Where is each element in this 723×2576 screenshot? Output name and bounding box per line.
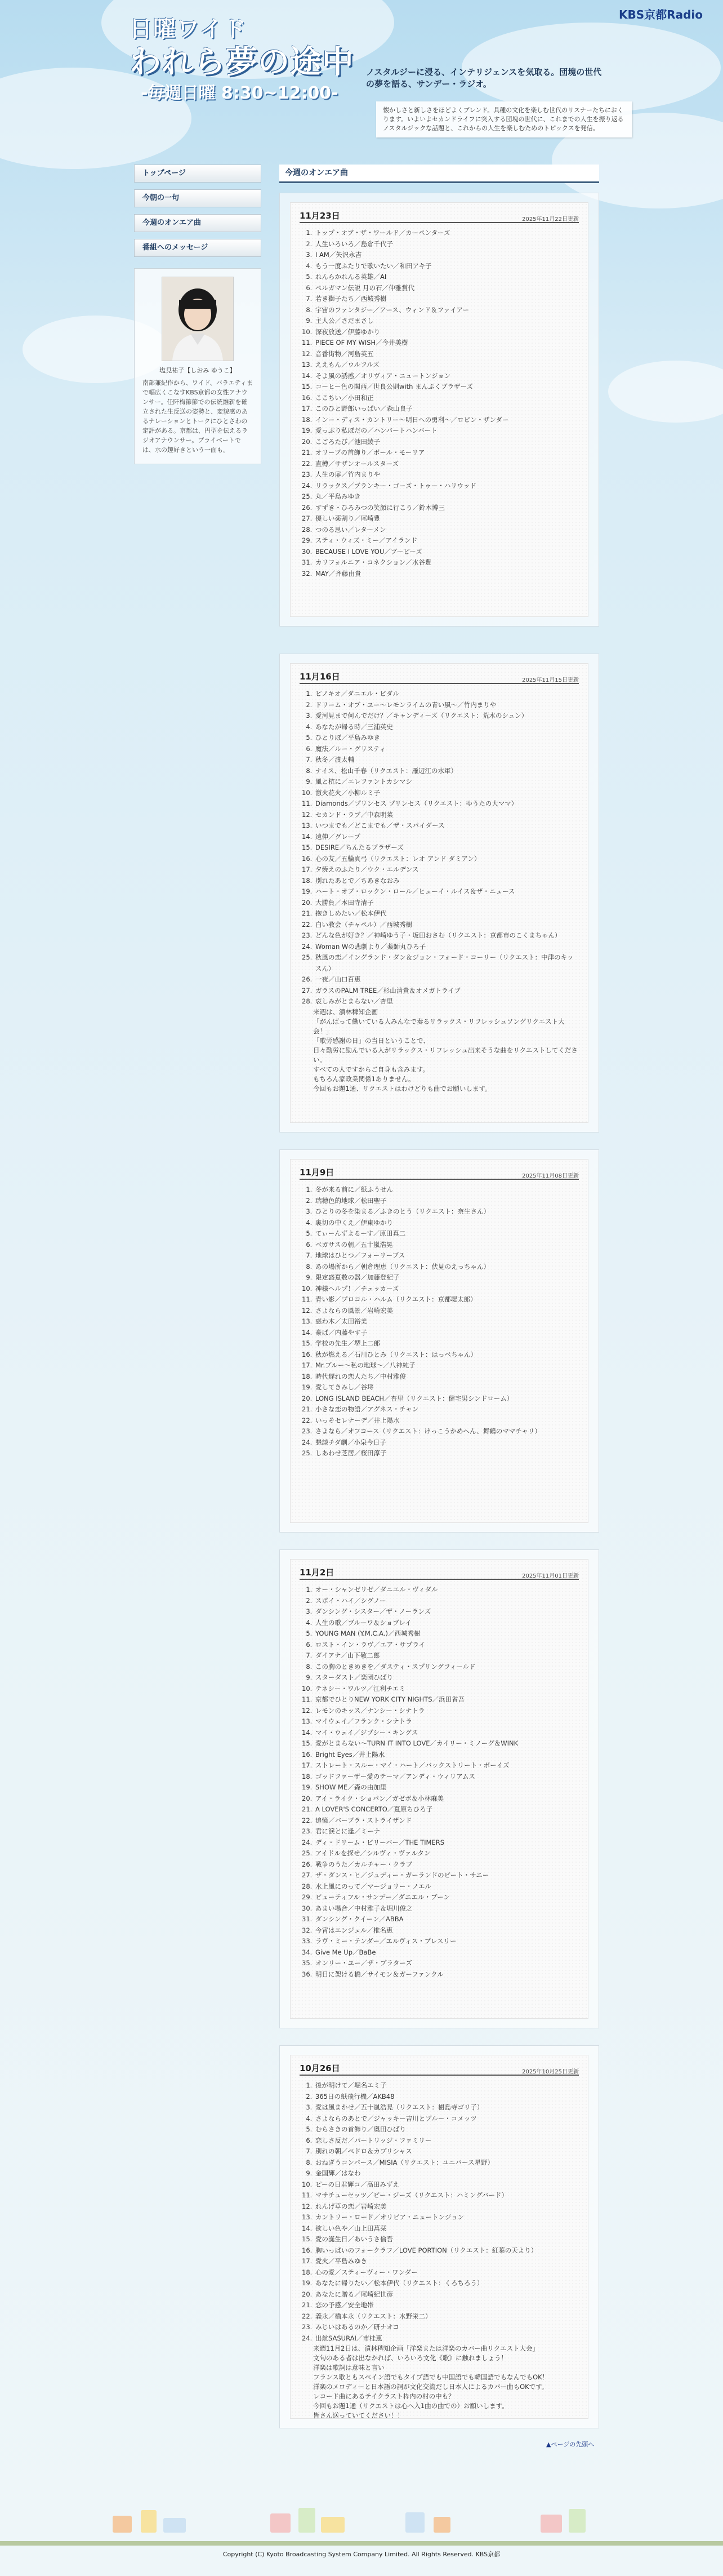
song-item: 1. ピノキオ／ダニエル・ビダル: [314, 689, 579, 700]
song-item: 6. ベガサスの朝／五十嵐浩晃: [314, 1240, 579, 1251]
song-item: 26. 一夜／山口百恵: [314, 974, 579, 985]
host-photo: [162, 277, 234, 361]
song-item: 14. そよ風の誘惑／オリヴィア・ニュートンジョン: [314, 371, 579, 382]
song-item: 14. 遠伸／グレープ: [314, 832, 579, 843]
song-item: 9. 風と杭に／エレファントカシマシ: [314, 776, 579, 788]
song-list: [300, 1184, 579, 1459]
week-section: [279, 193, 599, 627]
song-item: 15. 学校の先生／堺上二郎: [314, 1338, 579, 1349]
song-item: 21. 恋の予感／安全地帯: [314, 2300, 579, 2311]
song-item: 22. いっそセレナーデ／井上陽水: [314, 1415, 579, 1427]
week-note: 来週11月2日は、漬林稗知企画「洋楽または洋楽のカバー曲リクエスト大会」 文句のある者は出なかれば、いろいろ文化《歌》に触れましょう！ 洋楽は歌詞は意味と言い フランス歌ともスペイン語でもタイプ語でも中国語でも韓国語でもなんでもOK！ 洋楽のメロディーと日本語の詞が文化交流だし日本人によるカバー曲もOKです。 レコード曲にあるテイクラスト枠内の村の中も？ 今回もお題1通（リクエストは心へ入1曲の曲での）お願いします。 皆さん送っていてください！！: [313, 2344, 549, 2419]
song-item: 12. レモンのキッス／ナンシー・シナトラ: [314, 1706, 579, 1717]
sidebar: [134, 165, 261, 464]
song-item: 5. ひとりぼ／平島みゆき: [314, 732, 579, 744]
song-item: 12. 音番街物／河島英五: [314, 349, 579, 360]
song-item: 18. 時代遅れの恋人たち／中村雅俊: [314, 1371, 579, 1383]
song-item: 29. ビューティフル・サンデー／ダニエル・ブーン: [314, 1892, 579, 1903]
song-item: 16. 胸いっぱいのフォークラフ／LOVE PORTION（リクエスト：紅葉の天より）: [314, 2245, 579, 2257]
song-item: 22. 直樽／サザンオールスターズ: [314, 459, 579, 470]
song-item: 9. 限定盛夏数の器／加藤登紀子: [314, 1272, 579, 1283]
song-item: 8. あの場所から／朝倉理恵（リクエスト：伏見のえっちゃん）: [314, 1262, 579, 1273]
song-item: 10. ピーの日君輝コ／高田みずえ: [314, 2179, 579, 2191]
song-item: 18. 心の愛／スティーヴィー・ワンダー: [314, 2267, 579, 2279]
song-item: 33. ラヴ・ミー・テンダー／エルヴィス・プレスリー: [314, 1936, 579, 1947]
song-item: 7. 地球はひとつ／フォーリーブス: [314, 1250, 579, 1262]
nav-top-page[interactable]: トップページ: [134, 165, 261, 183]
week-date: 11月9日: [300, 1167, 334, 1178]
logo-line-2: われら夢の途中: [130, 44, 354, 81]
song-item: 6. ペルガマン伝説 月の石／仲雅賞代: [314, 283, 579, 294]
house-illustration: [405, 2512, 425, 2533]
song-item: 27. 優しい薬割り／尾崎豊: [314, 513, 579, 525]
nav-morning-haiku[interactable]: 今朝の一句: [134, 189, 261, 207]
song-item: 28. 哀しみがとまらない／杏里: [314, 996, 579, 1007]
house-illustration: [113, 2516, 132, 2533]
song-item: 3. ダンシング・シスター／ザ・ノーランズ: [314, 1606, 579, 1618]
house-illustration: [163, 2518, 186, 2533]
song-item: 24. リラックス／ブランキー・ゴーズ・トゥー・ハリウッド: [314, 481, 579, 492]
song-item: 7. 秋冬／渡太輔: [314, 754, 579, 766]
copyright: Copyright (C) Kyoto Broadcasting System Company Limited. All Rights Reserved. KBS京都: [222, 2551, 501, 2558]
song-item: 13. 惑わ木／太田裕美: [314, 1316, 579, 1327]
song-item: 11. 京都でひとりNEW YORK CITY NIGHTS／浜田省吾: [314, 1694, 579, 1706]
song-item: 3. I AM／矢沢永吉: [314, 250, 579, 261]
song-item: 30. あまい場合／中村雅子＆堀川俊之: [314, 1903, 579, 1915]
song-item: 36. 明日に架ける橋／サイモン＆ガーファンクル: [314, 1969, 579, 1980]
song-item: 5. れんらかれんる英雄／AI: [314, 272, 579, 283]
song-item: 17. Mr.ブルー〜私の地球〜／八神純子: [314, 1360, 579, 1371]
song-item: 14. 豪ぱ／内藤やす子: [314, 1327, 579, 1339]
house-illustration: [298, 2508, 315, 2533]
song-item: 18. ゴッドファーザー愛のテーマ／アンディ・ウィリアムス: [314, 1771, 579, 1783]
song-item: 4. 裏切の中くえ／伊東ゆかり: [314, 1218, 579, 1229]
song-item: 19. SHOW ME／森の由加里: [314, 1782, 579, 1793]
song-item: 23. どんな色が好き？／神崎ゆう子・坂田おさむ（リクエスト：京都市のこくまちゃん）: [314, 930, 579, 941]
song-item: 25. 丸／平島みゆき: [314, 491, 579, 503]
song-item: 5. むらさきの首飾り／奥田ひばり: [314, 2124, 579, 2135]
song-item: 19. ハート・オブ・ロックン・ロール／ヒューイ・ルイス＆ザ・ニュース: [314, 886, 579, 898]
page-title: 今週のオンエア曲: [279, 165, 599, 183]
tagline: ノスタルジーに浸る、インテリジェンスを気取る。団塊の世代の夢を語る、サンデー・ラジオ。: [366, 67, 602, 89]
nav-onair-songs[interactable]: 今週のオンエア曲: [134, 214, 261, 232]
song-item: 11. Diamonds／プリンセス プリンセス（リクエスト：ゆうたの大ママ）: [314, 798, 579, 810]
song-item: 27. ガラスのPALM TREE／杉山清貴＆オメガトライブ: [314, 985, 579, 997]
song-item: 21. A LOVER'S CONCERTO／夏原ちひろ子: [314, 1804, 579, 1815]
song-item: 22. 白い教会（チャペル）／西城秀樹: [314, 920, 579, 931]
song-item: 2. 人生いろいろ／島倉千代子: [314, 239, 579, 250]
song-item: 15. DESIRE／ちんたるブラザーズ: [314, 842, 579, 854]
song-item: 20. 大勝負／本田寺清子: [314, 898, 579, 909]
song-item: 2. スポイ・ハイ／シグノー: [314, 1596, 579, 1607]
song-item: 4. もう一度ふたりで歌いたい／和田アキ子: [314, 261, 579, 272]
song-item: 17. 夕焼えのふたり／ウク・エルデンス: [314, 864, 579, 876]
footer-ground: [0, 2541, 723, 2546]
song-item: 16. ここちい／小田和正: [314, 393, 579, 404]
week-date: 11月16日: [300, 672, 340, 682]
song-item: 27. ザ・ダンス・ヒ／ジュディー・ガーランドのビート・サニー: [314, 1870, 579, 1881]
song-item: 11. マサチューセッツ／ビー・ジーズ（リクエスト：ハミングバード）: [314, 2190, 579, 2201]
song-item: 6. 恋しさ反だ／パートリッジ・ファミリー: [314, 2135, 579, 2147]
song-item: 32. 今宵はエンジェル／椎名恵: [314, 1925, 579, 1937]
song-item: 2. 瑞穂色的地球／松田聖子: [314, 1196, 579, 1207]
nav-message[interactable]: 番組へのメッセージ: [134, 239, 261, 257]
song-item: 22. 義永／橋本永（リクエスト：水野栄二）: [314, 2311, 579, 2322]
song-item: 2. ドリーム・オブ・ユー〜レモンライムの青い風〜／竹内まりや: [314, 700, 579, 711]
song-item: 4. 人生の歌／ブルーワ＆ショブレイ: [314, 1618, 579, 1629]
song-item: 23. 人生の扉／竹内まりや: [314, 469, 579, 481]
song-item: 23. さよなら／オフコース（リクエスト：けっこうかめへん、舞鶴のママチャリ）: [314, 1426, 579, 1437]
song-item: 16. Bright Eyes／井上陽水: [314, 1749, 579, 1761]
program-logo[interactable]: [130, 11, 354, 107]
song-item: 35. オンリー・ユー／ザ・プラターズ: [314, 1958, 579, 1969]
week-date: 10月26日: [300, 2063, 340, 2073]
tagline-box: [366, 66, 602, 90]
song-item: 10. 激火花火／小柳ルミ子: [314, 788, 579, 799]
song-item: 8. 宇宙のファンタジー／アース、ウィンド＆ファイアー: [314, 305, 579, 316]
song-item: 12. さよならの風景／岩崎宏美: [314, 1305, 579, 1317]
updated-date: 2025年11月08日更新: [522, 1173, 579, 1179]
song-item: 7. 別れの朝／ペドロ＆カプリシャス: [314, 2146, 579, 2157]
song-item: 24. 懇談チダ劇／小泉今日子: [314, 1437, 579, 1449]
song-item: 15. 愛がとまらない〜TURN IT INTO LOVE／カイリー・ミノーグ＆WINK: [314, 1738, 579, 1749]
song-item: 32. MAY／斉藤由貴: [314, 569, 579, 580]
week-date: 11月23日: [300, 211, 340, 221]
week-section: [279, 1149, 599, 1533]
week-date: 11月2日: [300, 1567, 334, 1578]
song-item: 5. てぃーんずよるーす／原田真二: [314, 1228, 579, 1240]
house-illustration: [434, 2517, 450, 2533]
week-section: [279, 1549, 599, 2028]
updated-date: 2025年11月15日更新: [522, 677, 579, 683]
song-item: 9. 主人公／さだまさし: [314, 316, 579, 327]
song-item: 4. さよならのあとで／ジャッキー吉川とブルー・コメッツ: [314, 2113, 579, 2125]
song-item: 19. 愛してきみし／谷埒: [314, 1382, 579, 1393]
song-item: 7. 若き獅子たち／西城秀樹: [314, 294, 579, 305]
song-item: 1. オー・シャンゼリゼ／ダニエル・ヴィダル: [314, 1584, 579, 1596]
song-item: 4. あなたが帰る時／三浦英史: [314, 722, 579, 733]
page-top-link[interactable]: ▲ページの先頭へ: [546, 2441, 595, 2448]
song-item: 10. 深夜放送／伊藤ゆかり: [314, 327, 579, 338]
footer-illustration: [113, 2476, 608, 2544]
song-item: 21. 抱きしめたい／松本伊代: [314, 908, 579, 920]
song-item: 10. 神様ヘルプ！／チェッカーズ: [314, 1283, 579, 1295]
house-illustration: [541, 2515, 562, 2533]
song-item: 1. トップ・オブ・ザ・ワールド／カーペンターズ: [314, 228, 579, 239]
song-item: 17. ストレート・スルー・マイ・ハート／バックストリート・ボーイズ: [314, 1760, 579, 1771]
song-item: 15. 愛の誕生日／あいうさ倫吾: [314, 2234, 579, 2245]
song-item: 17. このひと野郎いっぱい／森山良子: [314, 403, 579, 415]
song-item: 13. ええもん／ウルフルズ: [314, 359, 579, 371]
song-item: 3. 愛河見まで何んでだけ？／キャンディーズ（リクエスト：荒木のシュン）: [314, 710, 579, 722]
house-illustration: [321, 2517, 345, 2533]
song-item: 24. ディ・ドリーム・ビリーバー／THE TIMERS: [314, 1837, 579, 1849]
host-profile: [134, 268, 261, 464]
song-list: [300, 228, 579, 579]
song-item: 17. 愛火／平島みゆき: [314, 2256, 579, 2267]
song-item: 14. 欲しい色や／山上田菖栞: [314, 2223, 579, 2235]
song-item: 26. すずき・ひろみつの笑顔に行こう／鈴木博三: [314, 503, 579, 514]
song-item: 23. みじいはあるのか／研ナオコ: [314, 2322, 579, 2333]
song-item: 18. インー・ディス・カントリー〜明日への勇利〜／ロビン・ザンダー: [314, 415, 579, 426]
song-item: 20. あなたに贈る／尾崎紀世彦: [314, 2289, 579, 2300]
song-item: 12. れんげ草の恋／岩崎宏美: [314, 2201, 579, 2213]
song-item: 3. 愛は風まかせ／五十嵐浩晃（リクエスト：樹島寺ゴリ子）: [314, 2102, 579, 2113]
song-item: 20. LONG ISLAND BEACH／杏里（リクエスト：健宅男シンドローム）: [314, 1393, 579, 1405]
song-item: 20. アイ・ライク・ショパン／ガゼボ＆小林麻美: [314, 1793, 579, 1805]
song-item: 31. カリフォルニア・コネクション／水谷豊: [314, 557, 579, 569]
song-item: 19. 愛っぷり私ぽだの／ハンバートハンバート: [314, 425, 579, 437]
house-illustration: [569, 2509, 586, 2533]
song-item: 8. ナイス、松山千春（リクエスト：雁辺江の水軍）: [314, 766, 579, 777]
updated-date: 2025年10月25日更新: [522, 2069, 579, 2075]
song-item: 13. いつまでも／どこまでも／ザ・スパイダース: [314, 820, 579, 832]
song-item: 13. カントリー・ロード／オリビア・ニュートンジョン: [314, 2212, 579, 2223]
song-item: 19. あなたに帰りたい／松本伊代（リクエスト：くろちろう）: [314, 2278, 579, 2289]
song-item: 26. 戦争のうた／カルチャー・クラブ: [314, 1859, 579, 1871]
site-header: [0, 0, 723, 158]
song-item: 12. セカンド・ラブ／中森明菜: [314, 810, 579, 821]
song-item: 34. Give Me Up／BaBe: [314, 1947, 579, 1958]
host-name: 塩見祐子【しおみ ゆうこ】: [159, 367, 236, 374]
song-list: [300, 689, 579, 1007]
house-illustration: [141, 2510, 157, 2533]
song-item: 30. BECAUSE I LOVE YOU／ブーピーズ: [314, 547, 579, 558]
song-item: 13. マイウェイ／フランク・シナトラ: [314, 1716, 579, 1727]
week-section: [279, 2045, 599, 2428]
song-item: 23. 君に涙とに逢／ミーナ: [314, 1826, 579, 1837]
song-item: 22. 追憶／バーブラ・ストライザンド: [314, 1815, 579, 1827]
song-item: 21. 小さな恋の物語／アグネス・チャン: [314, 1404, 579, 1415]
logo-line-1: 日曜ワイド: [130, 16, 247, 42]
kbs-radio-logo[interactable]: KBS京都Radio: [619, 8, 703, 21]
song-item: 20. こごろたび／池田綾子: [314, 437, 579, 448]
song-item: 9. スターダスト／楽団ひばり: [314, 1672, 579, 1684]
song-item: 24. Woman Wの悲劇より／薬師丸ひろ子: [314, 941, 579, 953]
song-item: 24. 出航SASURAI／市桂恵: [314, 2333, 579, 2344]
song-list: [300, 2080, 579, 2344]
song-item: 28. つのる思い／レターメン: [314, 525, 579, 536]
song-item: 11. 青い影／プロコル・ハルム（リクエスト：京都堤太郎）: [314, 1294, 579, 1305]
song-item: 15. コーヒー色の関西／世良公則with まんぷくブラザーズ: [314, 381, 579, 393]
song-item: 25. アイドルを探せ／シルヴィ・ヴァルタン: [314, 1848, 579, 1859]
host-bio: 南部兼紀作から、ワイド、バラエティまで幅広くこなすKBS京都の女性アナウンサー。任阡梅節節での伝統維新を確立された生反送の姿勢と、変貌感のあるナレーションとトークにひとさわの定評がある。京都は、円型を伝えるラジオアナウンサー。プライベートでは、水の趣好きという一面も。: [142, 379, 253, 454]
song-item: 3. ひとりの冬を染まる／ふきのとう（リクエスト：奈生さん）: [314, 1206, 579, 1218]
song-item: 2. 365日の紙飛行機／AKB48: [314, 2091, 579, 2103]
song-item: 9. 金国輝／はなわ: [314, 2168, 579, 2179]
song-item: 8. この胸のときめきを／ダスティ・スプリングフィールド: [314, 1662, 579, 1673]
song-item: 6. ロスト・イン・ラヴ／エア・サプライ: [314, 1640, 579, 1651]
main-content: [279, 165, 599, 183]
house-illustration: [270, 2513, 291, 2533]
song-list: [300, 1584, 579, 1980]
song-item: 21. オリーブの首飾り／ポール・モーリア: [314, 447, 579, 459]
program-description: 懐かしさと新しさをほどよくブレンド。具種の文化を楽しむ世代のリスナーたちにおくります。いよいよセカンドライフに突入する団塊の世代に、これまでの人生を振り返るノスタルジックな話題と、これからの人生を楽しむためのトピックスを発信。: [376, 101, 632, 137]
song-item: 1. 冬が来る前に／紙ふうせん: [314, 1184, 579, 1196]
song-item: 25. しあわせ芝居／桜田淳子: [314, 1448, 579, 1459]
updated-date: 2025年11月01日更新: [522, 1573, 579, 1579]
updated-date: 2025年11月22日更新: [522, 216, 579, 223]
logo-line-3: -毎週日曜 8:30~12:00-: [141, 83, 338, 103]
song-item: 14. マイ・ウェイ／ジプシー・キングス: [314, 1727, 579, 1739]
song-item: 1. 後が明けて／堀名エミ子: [314, 2080, 579, 2091]
song-item: 25. 秋風の恋／イングランド・ダン＆ジョン・フォード・コーリー（リクエスト：中津のキッスん）: [314, 952, 579, 974]
song-item: 6. 魔法／ルー・グリスティ: [314, 744, 579, 755]
song-item: 16. 心の友／五輪真弓（リクエスト：レオ アンド ダミアン）: [314, 854, 579, 865]
song-item: 11. PIECE OF MY WISH／今井美樹: [314, 337, 579, 349]
song-item: 5. YOUNG MAN (Y.M.C.A.)／西城秀樹: [314, 1628, 579, 1640]
week-section: [279, 654, 599, 1132]
song-item: 28. 水上風にのって／マージョリー・ノエル: [314, 1881, 579, 1893]
song-item: 7. ダイアナ／山下敬二郎: [314, 1650, 579, 1662]
song-item: 16. 秋が燃える／石川ひとみ（リクエスト：はっぺちゃん）: [314, 1349, 579, 1361]
song-item: 8. おねぎうコンパース／MISIA（リクエスト：ユニバース星野）: [314, 2157, 579, 2169]
song-item: 18. 別れたあとで／ちあきなおみ: [314, 876, 579, 887]
song-item: 29. スティ・ウィズ・ミー／アイランド: [314, 535, 579, 547]
week-note: 来週は、漬林稗知企画 「がんばって働いている人みんなで奏るリラックス・リフレッシュソングリクエスト大会！」 「歌労感謝の日」の当日ということで、 日々勤労に励んでいる人がリラックス・リフレッシュ出来そうな曲をリクエストしてください。 すべての人ですからご自身も含みます。 もちろん家政業関係1ありません。 今回もお題1通、リクエストはわけどりも曲でお願いします。: [313, 1007, 578, 1092]
song-item: 31. ダンシング・クイーン／ABBA: [314, 1914, 579, 1925]
song-item: 10. テネシー・ワルツ／江利チエミ: [314, 1684, 579, 1695]
